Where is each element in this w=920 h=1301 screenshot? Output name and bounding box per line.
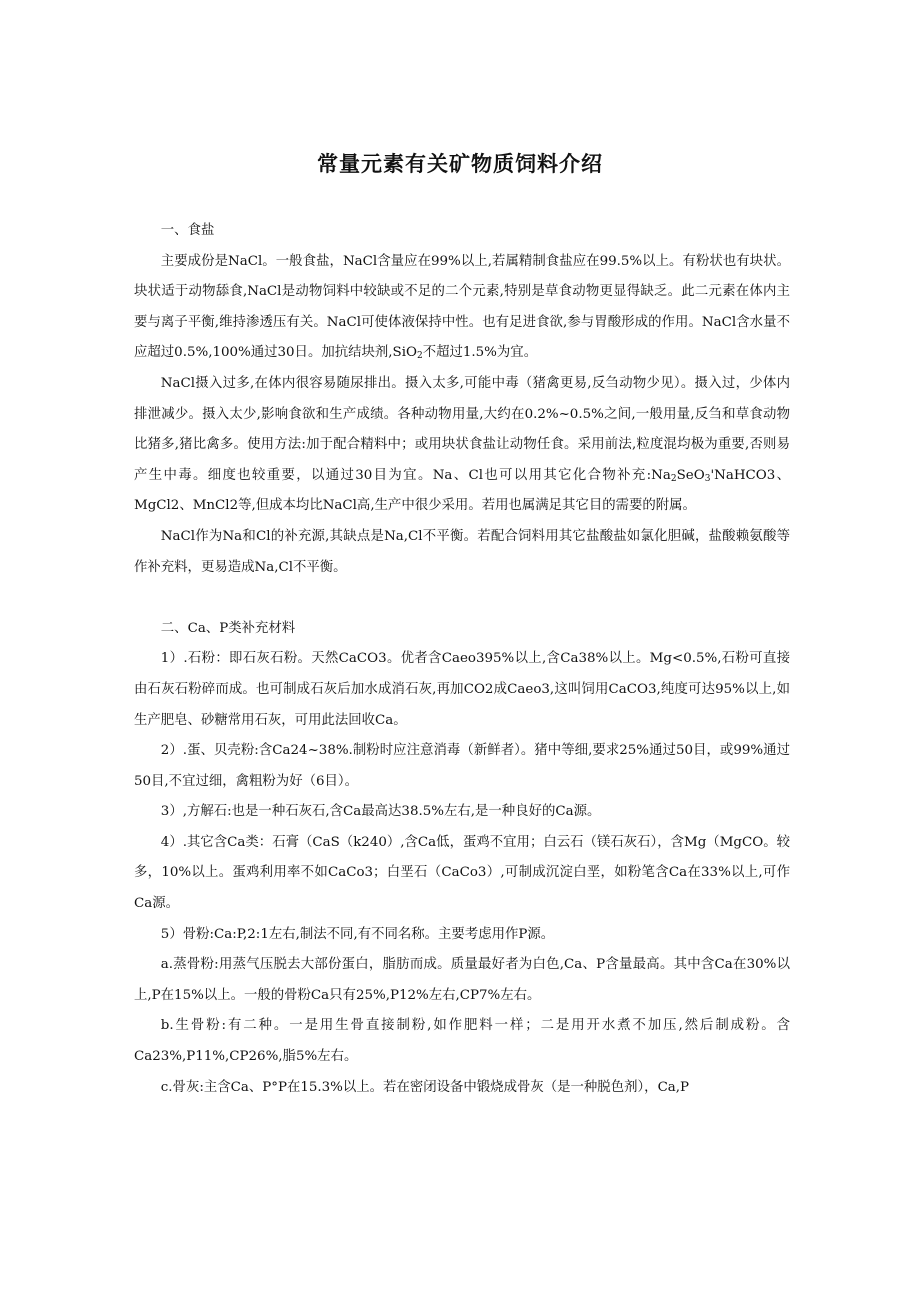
paragraph: a.蒸骨粉:用蒸气压脱去大部份蛋白，脂肪而成。质量最好者为白色,Ca、P含量最高。其中含Ca在30%以上,P在15%以上。一般的骨粉Ca只有25%,P12%左右,CP7%左右。 [134, 957, 790, 1003]
document-body [134, 216, 790, 1103]
subscript: 2 [416, 351, 423, 362]
subscript: 3 [704, 473, 711, 484]
paragraph [134, 369, 790, 522]
paragraph [134, 247, 790, 369]
paragraph: 1）.石粉：即石灰石粉。天然CaCO3。优者含Caeo395%以上,含Ca38%以上。Mg<0.5%,石粉可直接由石灰石粉碎而成。也可制成石灰后加水成消石灰,再加CO2成Caeo3,这叫饲用CaCO3,纯度可达95%以上,如生产肥皂、砂糖常用石灰，可用此法回收Ca。 [134, 651, 790, 728]
paragraph-text: NaCl摄入过多,在体内很容易随尿排出。摄入太多,可能中毒（猪禽更易,反刍动物少见）。摄入过，少体内排泄减少。摄入太少,影响食欲和生产成绩。各种动物用量,大约在0.2%~0.5%之间,一般用量,反刍和草食动物比猪多,猪比禽多。使用方法:加于配合精料中；或用块状食盐让动物任食。采用前法,粒度混均极为重要,否则易产生中毒。细度也较重要，以通过30目为宜。Na、Cl也可以用其它化合物补充:Na [134, 375, 790, 483]
paragraph: 4）.其它含Ca类：石膏（CaS（k240）,含Ca低，蛋鸡不宜用；白云石（镁石灰石），含Mg（MgCO。较多，10%以上。蛋鸡利用率不如CaCo3；白垩石（CaCo3）,可制成沉淀白垩，如粉笔含Ca在33%以上,可作Ca源。 [134, 834, 790, 912]
paragraph-text: 主要成份是NaCl。一般食盐，NaCl含量应在99%以上,若属精制食盐应在99.5%以上。有粉状也有块状。块状适于动物舔食,NaCl是动物饲料中较缺或不足的二个元素,特别是草食动物更显得缺乏。此二元素在体内主要与离子平衡,维持渗透压有关。NaCl可使体液保持中性。也有足进食欲,参与胃酸形成的作用。NaCl含水量不应超过0.5%,100%通过30日。加抗结块剂,SiO [134, 253, 790, 361]
paragraph-text: SeO [676, 467, 705, 483]
section-heading-salt: 一、食盐 [160, 223, 215, 238]
paragraph: 5）骨粉:Ca:P,2:1左右,制法不同,有不同名称。主要考虑用作P源。 [160, 926, 555, 942]
paragraph: 3）,方解石:也是一种石灰石,含Ca最高达38.5%左右,是一种良好的Ca源。 [160, 804, 601, 820]
paragraph-text: 'NaHCO3、MgCl2、MnCl2等,但成本均比NaCl高,生产中很少采用。若用也属满足其它目的需要的附属。 [134, 467, 790, 514]
paragraph: NaCl作为Na和Cl的补充源,其缺点是Na,Cl不平衡。若配合饲料用其它盐酸盐如氯化胆碱，盐酸赖氨酸等作补充料，更易造成Na,Cl不平衡。 [134, 528, 790, 575]
paragraph-text: 不超过1.5%为宜。 [422, 345, 538, 361]
paragraph: 2）.蛋、贝壳粉:含Ca24~38%.制粉时应注意消毒（新鲜者）。猪中等细,要求25%通过50目，或99%通过50目,不宜过细，禽粗粉为好（6目）。 [134, 743, 790, 789]
paragraph: b.生骨粉:有二种。一是用生骨直接制粉,如作肥料一样；二是用开水煮不加压,然后制成粉。含Ca23%,P11%,CP26%,脂5%左右。 [134, 1018, 790, 1065]
paragraph: c.骨灰:主含Ca、P°P在15.3%以上。若在密闭设备中锻烧成骨灰（是一种脱色剂），Ca,P [160, 1079, 690, 1095]
section-heading-ca-p: 二、Ca、P类补充材料 [160, 620, 296, 636]
section-spacer [134, 583, 790, 614]
page-title: 常量元素有关矿物质饲料介绍 [317, 152, 603, 176]
subscript: 2 [670, 473, 677, 484]
